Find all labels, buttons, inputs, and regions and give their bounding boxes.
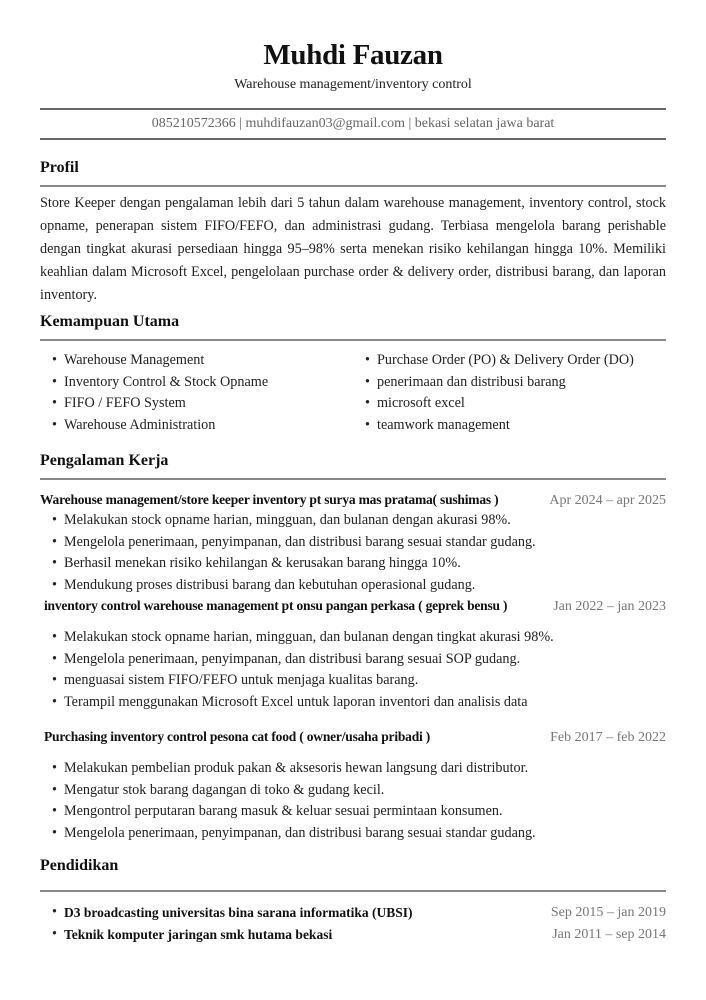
job-entry [40,492,666,596]
bullet-icon: • [52,650,57,667]
bullet-icon: • [365,373,370,390]
education-name: Teknik komputer jaringan smk hutama bekasi [64,926,333,942]
job-date: Apr 2024 – apr 2025 [549,493,666,508]
bullet-icon: • [52,824,57,841]
skill-item: • Warehouse Management [40,350,353,372]
skills-list-left [40,350,353,436]
bullet-icon: • [52,555,57,571]
education-item [40,902,666,924]
skill-item: • Warehouse Administration [40,415,353,437]
bullet-icon: • [52,629,57,645]
education-section [40,856,666,945]
section-divider [40,339,666,341]
bullet-icon: • [52,576,57,593]
skill-item: • penerimaan dan distribusi barang [353,372,666,394]
section-divider [40,185,666,187]
bullet-icon: • [52,760,57,776]
bullet-icon: • [52,416,57,433]
job-bullet: • Terampil menggunakan Microsoft Excel untuk laporan inventori dan analisis data [40,692,666,714]
bullet-icon: • [52,533,57,550]
skills-list-right [353,350,666,436]
bullet-icon: • [52,352,57,368]
job-bullet: • Melakukan stock opname harian, mingguan, dan bulanan dengan akurasi 98%. [40,510,666,532]
bullet-icon: • [365,416,370,433]
bullet-icon: • [52,803,57,819]
skill-item: • microsoft excel [353,393,666,415]
bullet-icon: • [52,781,57,798]
job-bullet: • Mengontrol perputaran barang masuk & keluar sesuai permintaan konsumen. [40,801,666,823]
section-title-education: Pendidikan [40,857,119,874]
education-item [40,924,666,946]
job-date: Jan 2022 – jan 2023 [553,599,666,614]
job-bullet: • Mengelola penerimaan, penyimpanan, dan distribusi barang sesuai SOP gudang. [40,649,666,671]
skill-item: • Inventory Control & Stock Opname [40,372,353,394]
job-title: Warehouse management/store keeper inventory pt surya mas pratama( sushimas ) [40,492,499,507]
section-title-skills: Kemampuan Utama [40,313,180,330]
candidate-name: Muhdi Fauzan [263,39,443,71]
skill-item: • FIFO / FEFO System [40,393,353,415]
job-bullet: • menguasai sistem FIFO/FEFO untuk menjaga kualitas barang. [40,670,666,692]
section-divider [40,478,666,480]
job-bullet: • Mengelola penerimaan, penyimpanan, dan distribusi barang sesuai standar gudang. [40,823,666,845]
job-bullets [40,510,666,596]
job-title: Purchasing inventory control pesona cat food ( owner/usaha pribadi ) [44,729,431,744]
job-bullet: • Mengelola penerimaan, penyimpanan, dan distribusi barang sesuai standar gudang. [40,532,666,554]
skill-item: • teamwork management [353,415,666,437]
education-list [40,902,666,945]
job-title: inventory control warehouse management pt onsu pangan perkasa ( geprek bensu ) [44,598,508,613]
job-entry [40,598,666,713]
bullet-icon: • [52,672,57,688]
education-date: Sep 2015 – jan 2019 [550,905,666,920]
bullet-icon: • [52,373,57,390]
resume-page [40,0,666,945]
job-date: Feb 2017 – feb 2022 [550,730,666,745]
education-date: Jan 2011 – sep 2014 [552,926,666,942]
job-bullet: • Melakukan pembelian produk pakan & aksesoris hewan langsung dari distributor. [40,758,666,780]
section-title-profil: Profil [40,159,79,176]
skills-section [40,312,666,436]
skill-item: • Purchase Order (PO) & Delivery Order (DO) [353,350,666,372]
bullet-icon: • [52,925,57,942]
job-bullet: • Mendukung proses distribusi barang dan kebutuhan operasional gudang. [40,575,666,597]
section-divider [40,890,666,892]
profil-section [40,158,666,307]
bullet-icon: • [52,512,57,528]
bullet-icon: • [52,904,57,920]
candidate-headline: Warehouse management/inventory control [234,77,472,92]
job-bullets [40,758,666,844]
job-bullet: • Melakukan stock opname harian, mingguan, dan bulanan dengan tingkat akurasi 98%. [40,627,666,649]
profil-summary: Store Keeper dengan pengalaman lebih dari 5 tahun dalam warehouse management, inventory control, stock opname, penerapan sistem FIFO/FEFO, dan administrasi gudang. Terbiasa mengelola barang perishable dengan tingkat akurasi persediaan hingga 95–98% serta menekan risiko kehilangan hingga 10%. Memiliki keahlian dalam Microsoft Excel, pengelolaan purchase order & delivery order, distribusi barang, dan laporan inventory. [40,195,666,303]
bullet-icon: • [365,352,370,368]
bullet-icon: • [52,693,57,710]
job-bullets [40,627,666,713]
job-bullet: • Berhasil menekan risiko kehilangan & kerusakan barang hingga 10%. [40,553,666,575]
experience-section [40,451,666,844]
bullet-icon: • [365,395,370,411]
contact-info: 085210572366 | muhdifauzan03@gmail.com | bekasi selatan jawa barat [40,108,666,140]
job-bullet: • Mengatur stok barang dagangan di toko & gudang kecil. [40,780,666,802]
bullet-icon: • [52,395,57,411]
job-entry [40,729,666,844]
section-title-experience: Pengalaman Kerja [40,452,169,469]
education-name: D3 broadcasting universitas bina sarana informatika (UBSI) [64,905,413,920]
